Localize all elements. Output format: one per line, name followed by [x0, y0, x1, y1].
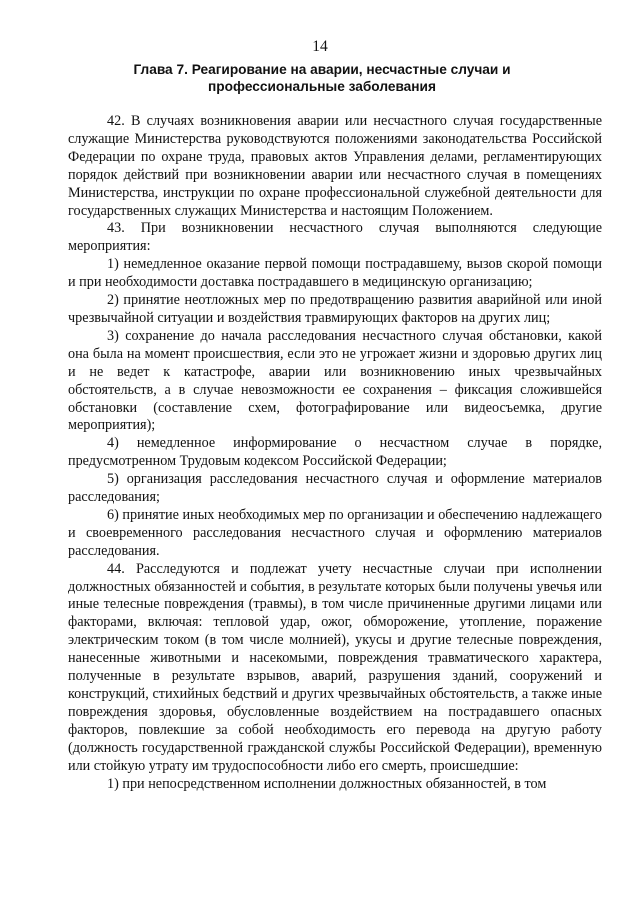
list-item-43-1: 1) немедленное оказание первой помощи пострадавшему, вызов скорой помощи и при необходимости доставка пострадавшего в медицинскую организацию;	[68, 256, 602, 291]
list-item-44-1: 1) при непосредственном исполнении должностных обязанностей, в том	[107, 775, 547, 792]
list-item-43-4: 4) немедленное информирование о несчастном случае в порядке, предусмотренном Трудовым кодексом Российской Федерации;	[68, 435, 602, 470]
paragraph-44: 44. Расследуются и подлежат учету несчастные случаи при исполнении должностных обязанностей и события, в результате которых были получены увечья или иные телесные повреждения (травмы), в том числе причиненные другими лицами или факторами, включая: тепловой удар, ожог, обморожение, утопление, поражение электрическим током (в том числе молнией), укусы и другие телесные повреждения, нанесенные животными и насекомыми, повреждения травматического характера, полученные в результате взрывов, аварий, разрушения зданий, сооружений и конструкций, стихийных бедствий и других чрезвычайных обстоятельств, а также иные повреждения здоровья, обусловленные воздействием на пострадавшего опасных факторов, повлекшие за собой необходимость его перевода на другую работу (должность государственной гражданской службы Российской Федерации), временную или стойкую утрату им трудоспособности либо его смерть, происшедшие:	[68, 560, 602, 774]
paragraph-42: 42. В случаях возникновения аварии или несчастного случая государственные служащие Министерства руководствуются положениями законодательства Российской Федерации по охране труда, правовых актов Управления делами, регламентирующих порядок действий при возникновении аварии или несчастного случая в помещениях Министерства, инструкции по охране профессиональной служебной деятельности для государственных служащих Министерства и настоящим Положением.	[68, 113, 602, 219]
list-item-43-2: 2) принятие неотложных мер по предотвращению развития аварийной или иной чрезвычайной ситуации и воздействия травмирующих факторов на других лиц;	[68, 292, 602, 326]
list-item-43-3: 3) сохранение до начала расследования несчастного случая обстановки, какой она была на момент происшествия, если это не угрожает жизни и здоровью других лиц и не ведет к катастрофе, аварии или возникновению иных чрезвычайных обстоятельств, а в случае невозможности ее сохранения – фиксация сложившейся обстановки (составление схем, фотографирование или видеосъемка, другие мероприятия);	[68, 327, 602, 434]
list-item-43-5: 5) организация расследования несчастного случая и оформление материалов расследования;	[68, 471, 602, 506]
chapter-title: Глава 7. Реагирование на аварии, несчастные случаи и профессиональные заболевания	[133, 62, 511, 94]
paragraph-43: 43. При возникновении несчастного случая выполняются следующие мероприятия:	[68, 220, 602, 255]
document-body	[68, 113, 602, 793]
list-item-43-6: 6) принятие иных необходимых мер по организации и обеспечению надлежащего и своевременного расследования несчастного случая и оформлению материалов расследования.	[68, 506, 602, 559]
page-number: 14	[312, 38, 328, 55]
